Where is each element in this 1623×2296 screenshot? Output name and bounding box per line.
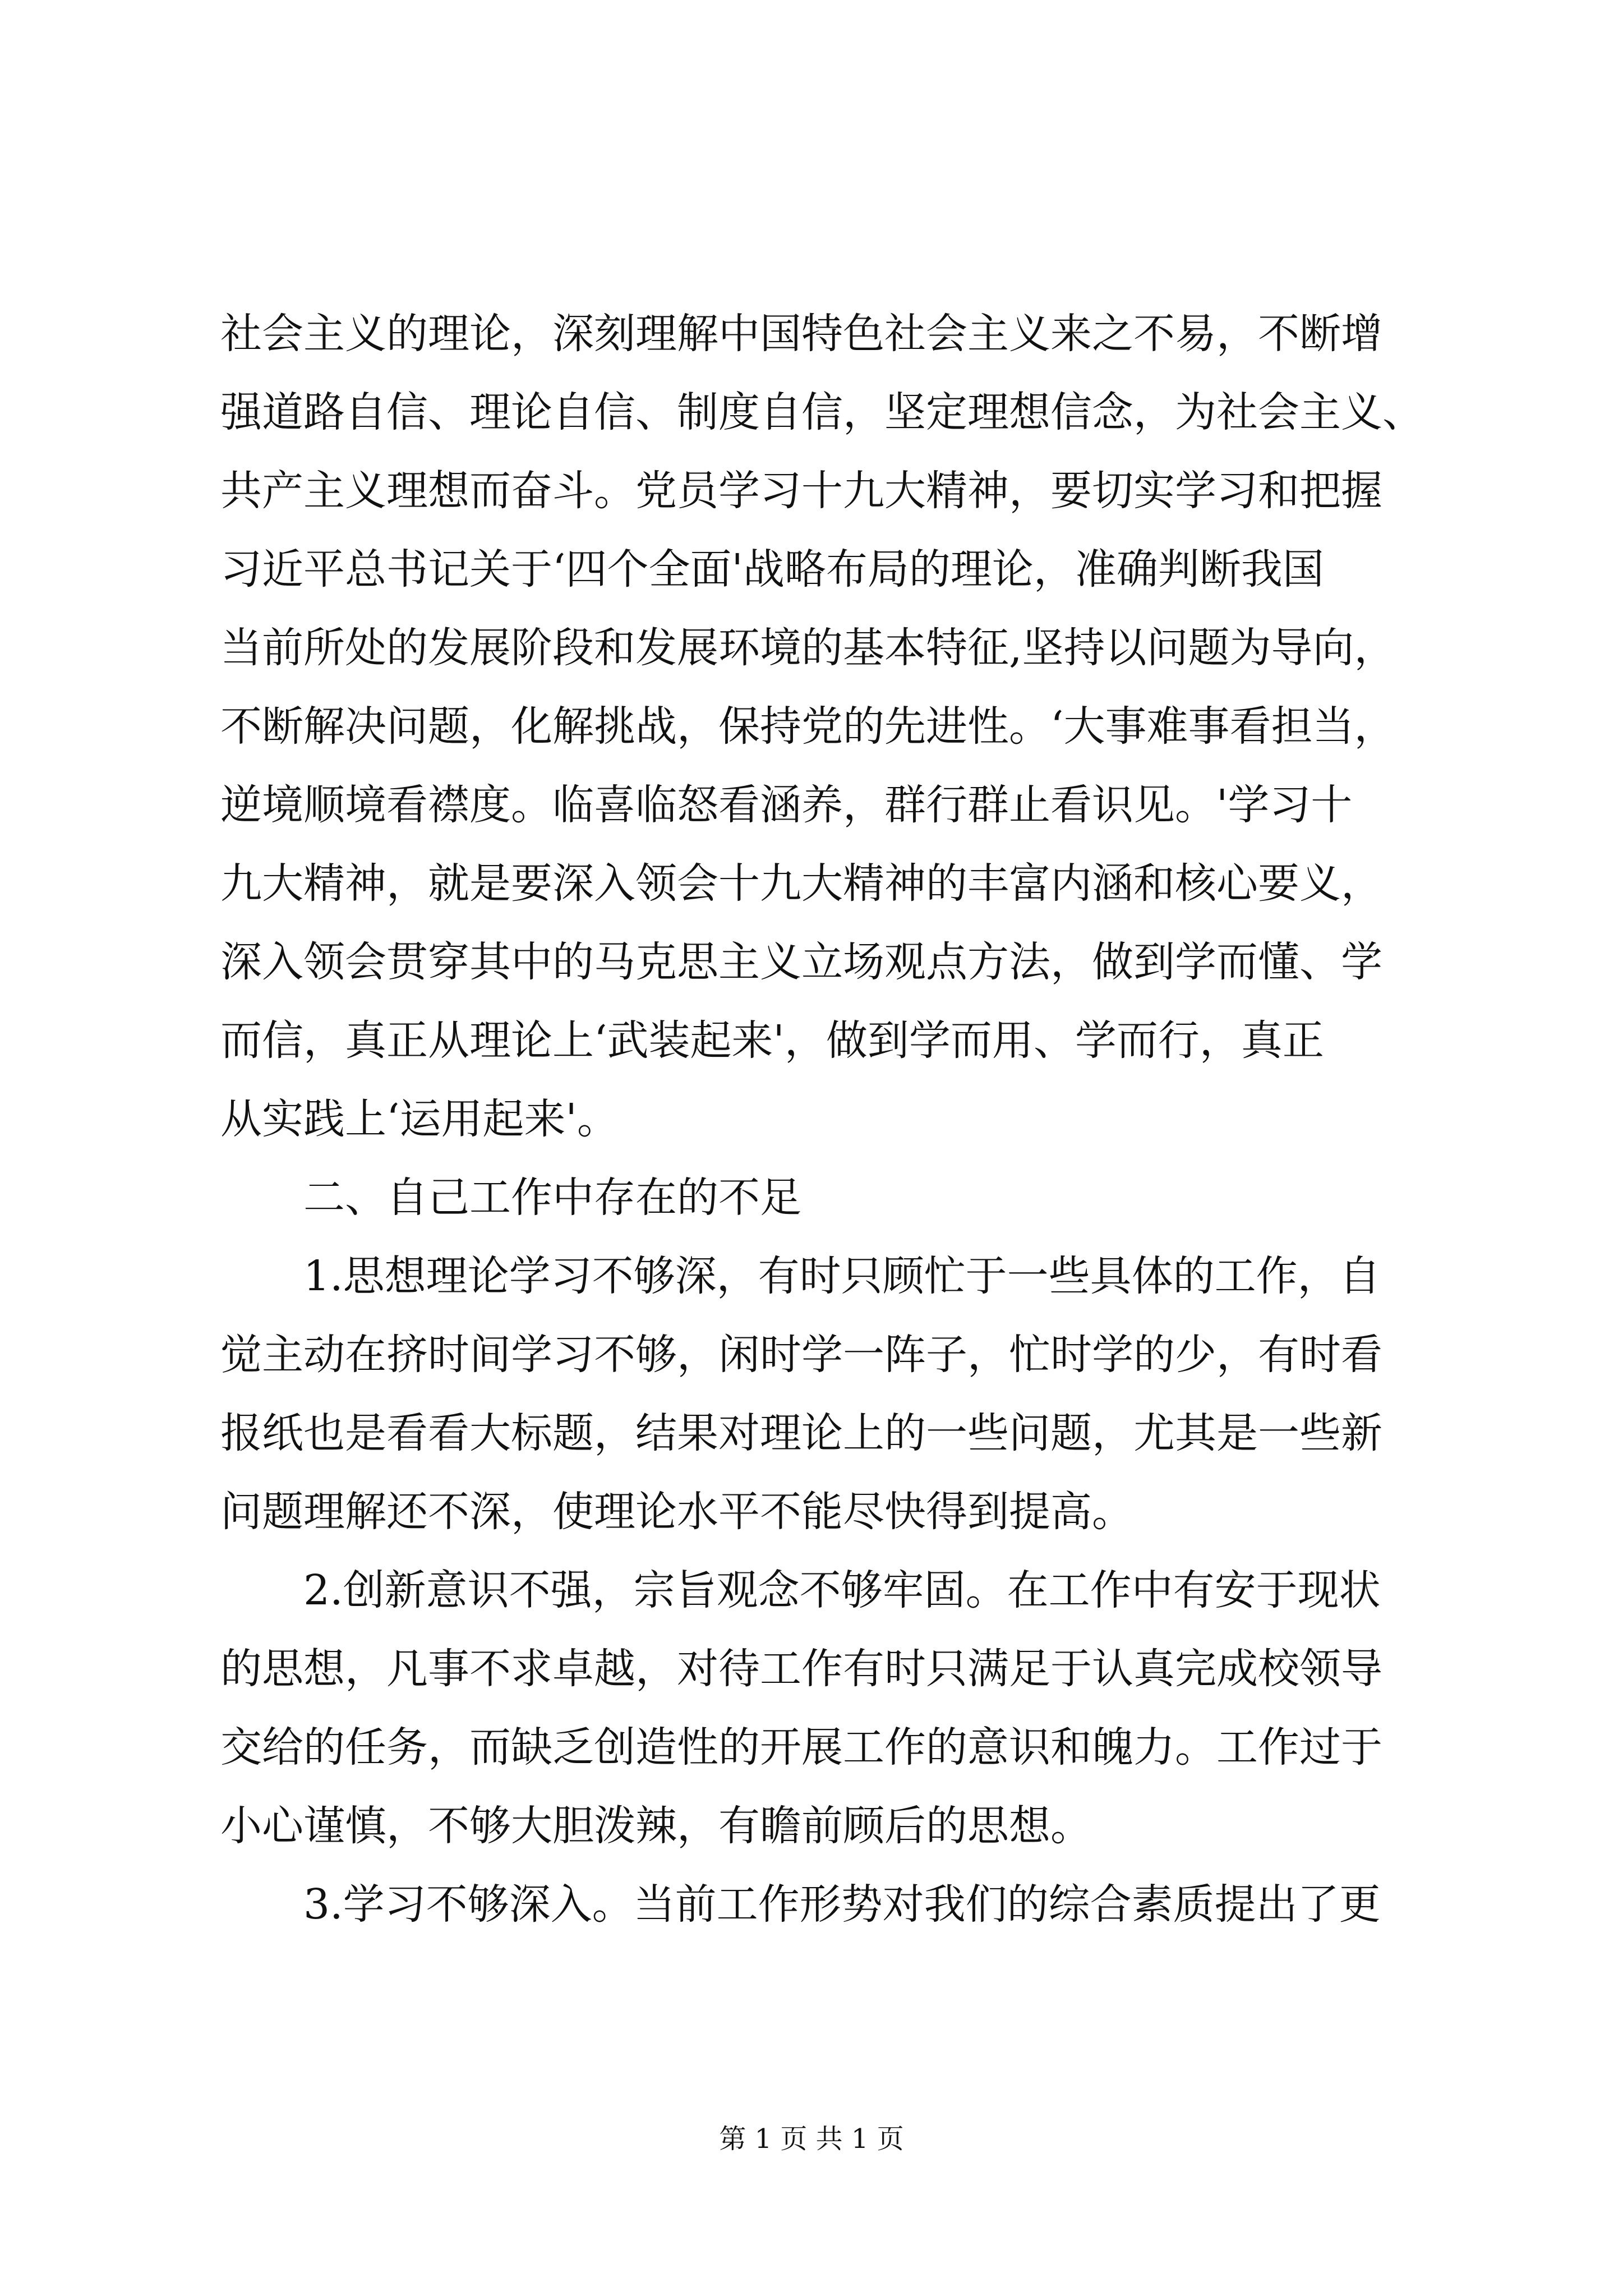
text-line: 深入领会贯穿其中的马克思主义立场观点方法，做到学而懂、学 xyxy=(220,938,1382,986)
text-line: 共产主义理想而奋斗。党员学习十九大精神，要切实学习和把握 xyxy=(220,467,1382,515)
text-line: 觉主动在挤时间学习不够，闲时学一阵子，忙时学的少，有时看 xyxy=(220,1331,1382,1379)
text-line: 1.思想理论学习不够深，有时只顾忙于一些具体的工作，自 xyxy=(303,1252,1381,1300)
section-heading: 二、自己工作中存在的不足 xyxy=(303,1174,801,1222)
text-line: 强道路自信、理论自信、制度自信，坚定理想信念，为社会主义、 xyxy=(220,388,1424,436)
text-line: 不断解决问题，化解挑战，保持党的先进性。‘大事难事看担当， xyxy=(220,702,1396,751)
text-line: 交给的任务，而缺乏创造性的开展工作的意识和魄力。工作过于 xyxy=(220,1723,1382,1772)
text-line: 九大精神，就是要深入领会十九大精神的丰富内涵和核心要义， xyxy=(220,859,1382,908)
text-line: 3.学习不够深入。当前工作形势对我们的综合素质提出了更 xyxy=(303,1880,1381,1929)
text-line: 从实践上‘运用起来'。 xyxy=(220,1095,619,1143)
text-line: 小心谨慎，不够大胆泼辣，有瞻前顾后的思想。 xyxy=(220,1802,1092,1850)
text-line: 当前所处的发展阶段和发展环境的基本特征,坚持以问题为导向， xyxy=(220,624,1396,672)
text-line: 问题理解还不深，使理论水平不能尽快得到提高。 xyxy=(220,1488,1133,1536)
text-line: 社会主义的理论，深刻理解中国特色社会主义来之不易，不断增 xyxy=(220,310,1382,358)
text-line: 逆境顺境看襟度。临喜临怒看涵养，群行群止看识见。'学习十 xyxy=(220,781,1353,829)
text-line: 习近平总书记关于‘四个全面'战略布局的理论，准确判断我国 xyxy=(220,545,1324,593)
text-line: 2.创新意识不强，宗旨观念不够牢固。在工作中有安于现状 xyxy=(303,1566,1381,1614)
text-line: 而信，真正从理论上‘武装起来'，做到学而用、学而行，真正 xyxy=(220,1016,1324,1065)
text-line: 报纸也是看看大标题，结果对理论上的一些问题，尤其是一些新 xyxy=(220,1409,1382,1457)
page-footer: 第 1 页 共 1 页 xyxy=(719,2123,904,2155)
text-line: 的思想，凡事不求卓越，对待工作有时只满足于认真完成校领导 xyxy=(220,1645,1382,1693)
